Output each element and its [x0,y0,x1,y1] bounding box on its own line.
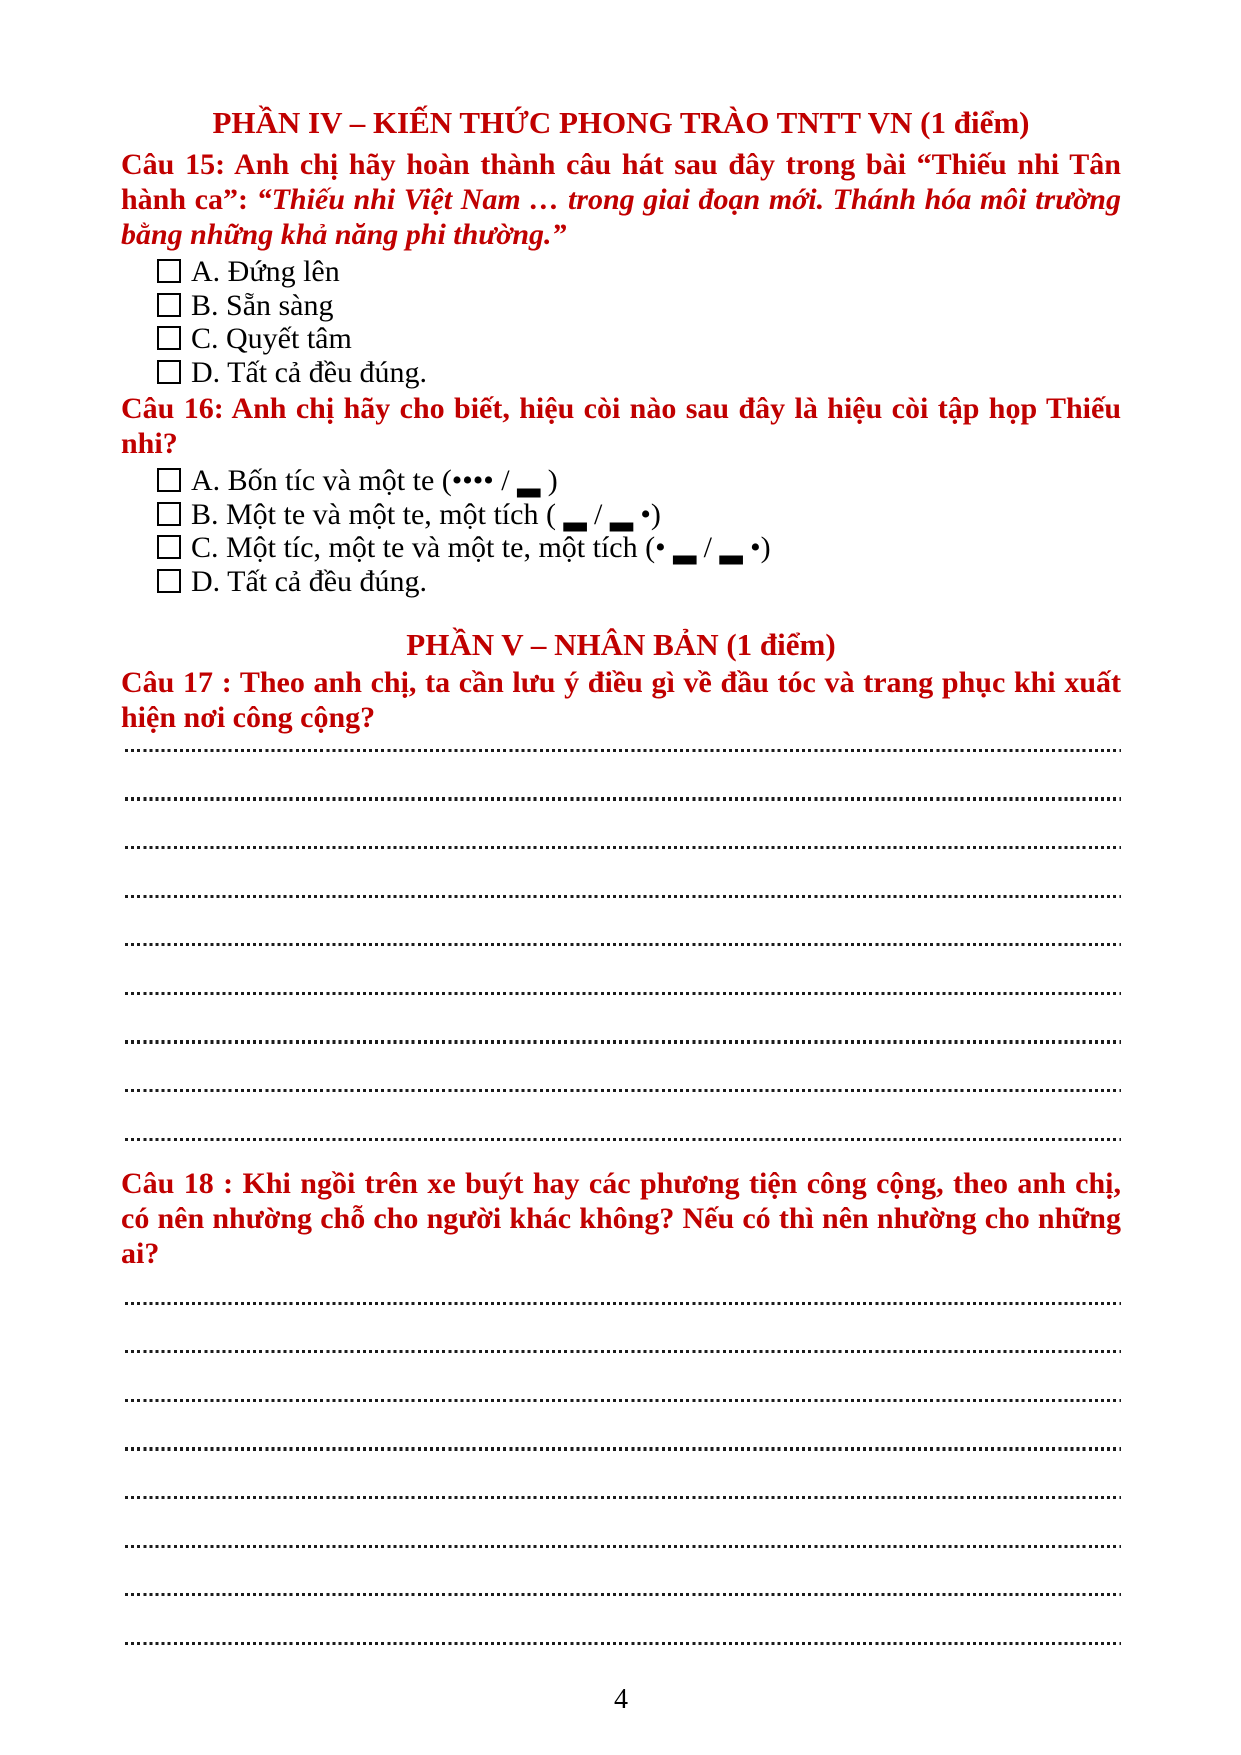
question-17-prompt: Câu 17 : Theo anh chị, ta cần lưu ý điều gì về đầu tóc và trang phục khi xuất hiện nơi công cộng? [121,666,1121,734]
checkbox-unchecked-icon[interactable] [157,326,181,350]
q15-option-b[interactable] [157,289,1121,323]
option-label: B. Sẵn sàng [191,288,334,322]
section-iv-title: PHẦN IV – KIẾN THỨC PHONG TRÀO TNTT VN (1 điểm) [212,105,1030,140]
answer-line[interactable] [121,1402,1121,1451]
q15-option-d[interactable] [157,356,1121,390]
answer-line[interactable] [121,752,1121,801]
option-label: A. Đứng lên [191,255,340,288]
q15-option-c[interactable] [157,322,1121,356]
question-16-options [157,464,1121,598]
answer-line[interactable] [121,1353,1121,1402]
answer-line[interactable] [121,1092,1121,1141]
answer-line[interactable] [121,1451,1121,1500]
question-15-prompt [121,147,1121,252]
checkbox-unchecked-icon[interactable] [157,293,181,317]
question-16-prompt: Câu 16: Anh chị hãy cho biết, hiệu còi nào sau đây là hiệu còi tập họp Thiếu nhi? [121,392,1121,460]
answer-line[interactable] [121,1305,1121,1354]
section-v-title: PHẦN V – NHÂN BẢN (1 điểm) [406,627,836,662]
checkbox-unchecked-icon[interactable] [157,468,181,492]
option-label: D. Tất cả đều đúng. [191,355,428,389]
q15-prompt-quote: “Thiếu nhi Việt Nam … trong giai đoạn mới. Thánh hóa môi trường bằng những khả năng phi thường.” [121,183,1121,251]
q18-answer-area [121,1271,1121,1645]
q15-option-a[interactable] [157,255,1121,289]
option-label: C. Quyết tâm [191,322,352,355]
q16-option-d[interactable] [157,565,1121,599]
checkbox-unchecked-icon[interactable] [157,259,181,283]
option-label: C. Một tíc, một te và một te, một tích (• ▂ / ▂ •) [191,531,771,564]
checkbox-unchecked-icon[interactable] [157,502,181,526]
checkbox-unchecked-icon[interactable] [157,535,181,559]
answer-line[interactable] [121,898,1121,947]
q16-option-b[interactable] [157,498,1121,532]
q15-prompt-text: Câu 15: Anh chị hãy hoàn thành câu hát sau đây trong bài “Thiếu nhi Tân hành ca”: [121,148,1121,216]
answer-line[interactable] [121,849,1121,898]
answer-line[interactable] [121,1044,1121,1093]
page-number: 4 [614,1683,628,1715]
option-label: A. Bốn tíc và một te (•••• / ▂ ) [191,464,558,497]
answer-line[interactable] [121,1548,1121,1597]
answer-line[interactable] [121,735,1121,752]
question-18-prompt: Câu 18 : Khi ngồi trên xe buýt hay các phương tiện công cộng, theo anh chị, có nên nhường chỗ cho người khác không? Nếu có thì nên nhường cho những ai? [121,1166,1121,1270]
question-15-options [157,255,1121,389]
answer-line[interactable] [121,995,1121,1044]
answer-line[interactable] [121,1596,1121,1645]
checkbox-unchecked-icon[interactable] [157,360,181,384]
checkbox-unchecked-icon[interactable] [157,569,181,593]
q16-option-a[interactable] [157,464,1121,498]
answer-line[interactable] [121,1499,1121,1548]
q16-option-c[interactable] [157,531,1121,565]
q17-answer-area [121,735,1121,1141]
answer-line[interactable] [121,1271,1121,1305]
answer-line[interactable] [121,946,1121,995]
option-label: B. Một te và một te, một tích ( ▂ / ▂ •) [191,497,661,531]
answer-line[interactable] [121,801,1121,850]
option-label: D. Tất cả đều đúng. [191,564,428,598]
